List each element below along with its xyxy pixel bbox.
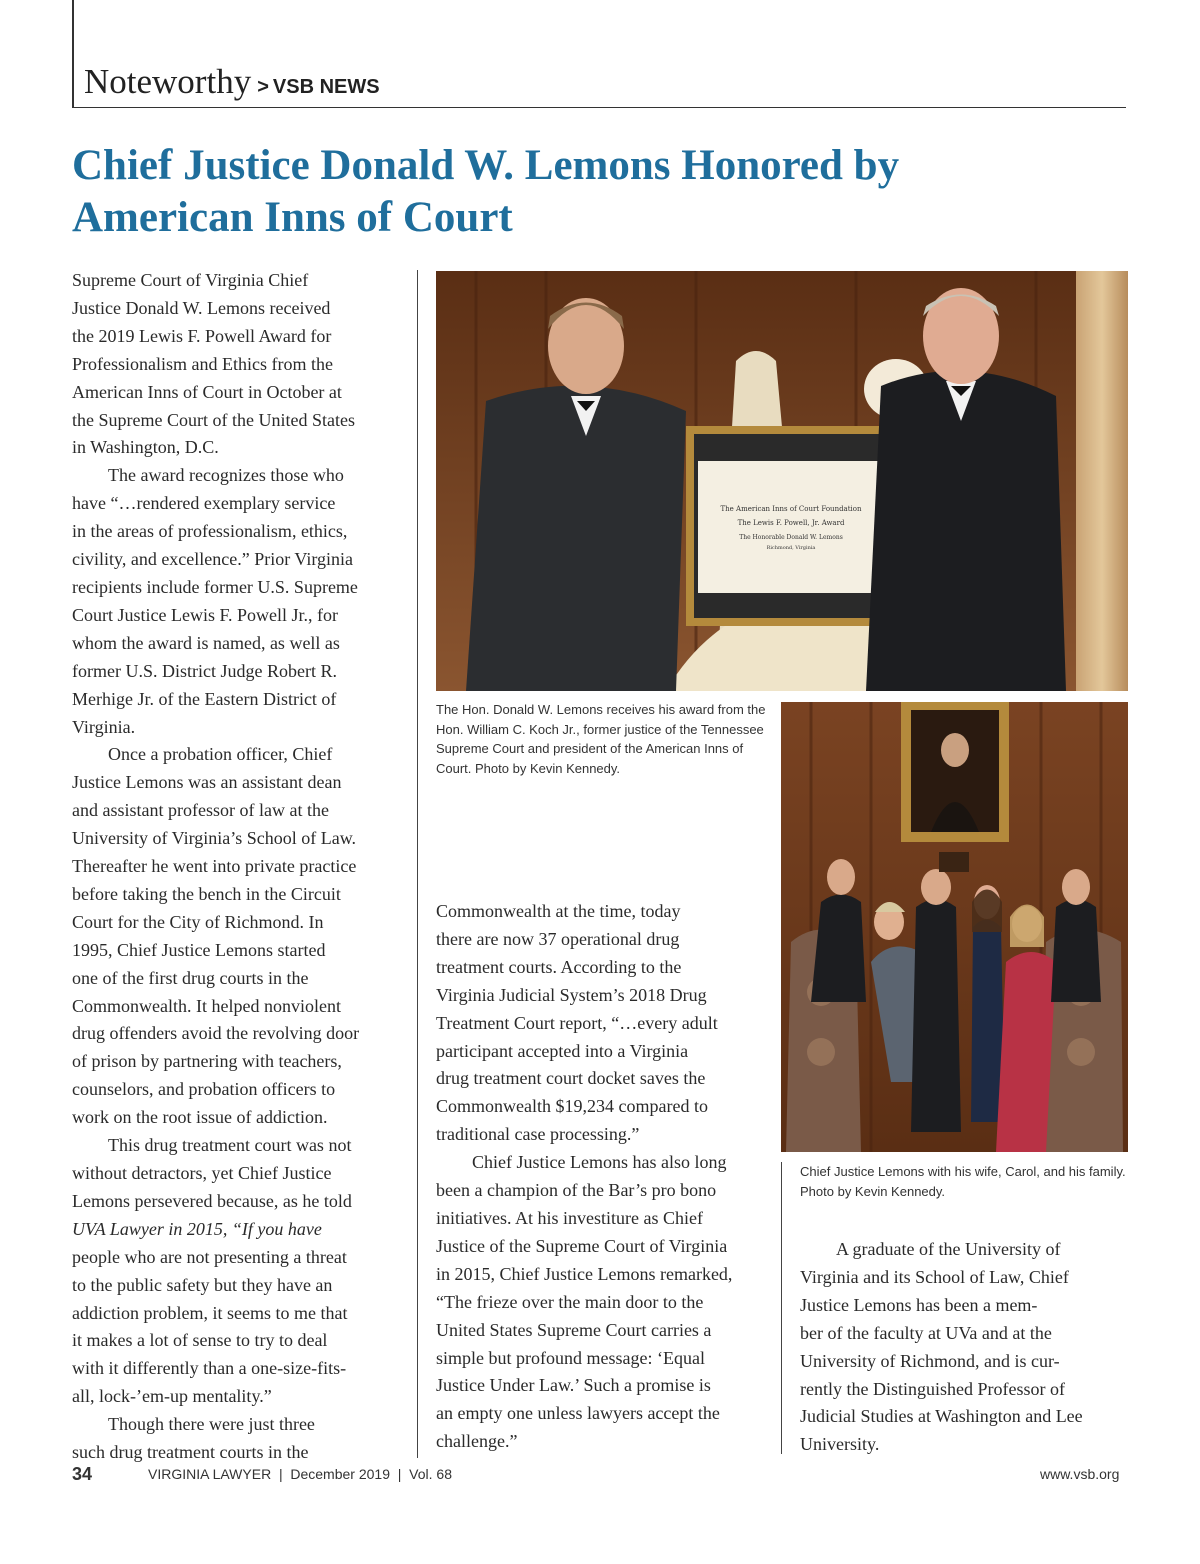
certificate-line-3: The Honorable Donald W. Lemons: [739, 534, 843, 541]
family-photo: [781, 702, 1128, 1152]
paragraph-4: This drug treatment court was not without detractors, yet Chief Justice Lemons persevered because, as he told UVA Lawyer in 2015, “If you have people who are not presenting a threat to the public safety but they have an addiction problem, it seems to me that it makes a lot of sense to try to deal with it differently than a one-size-fits- all, lock-’em-up mentality.”: [72, 1135, 352, 1407]
certificate-line-1: The American Inns of Court Foundation: [720, 505, 862, 513]
award-presentation-photo: [436, 271, 1128, 691]
award-photo-illustration: [436, 271, 1128, 691]
section-title: Noteworthy: [84, 62, 252, 101]
award-photo-caption: The Hon. Donald W. Lemons receives his award from the Hon. William C. Koch Jr., former justice of the Tennessee Supreme Court and president of the American Inns of Court. Photo by Kevin Kennedy.: [436, 702, 766, 776]
headline-line-2: American Inns of Court: [72, 194, 513, 241]
publication-info: VIRGINIA LAWYER | December 2019 | Vol. 68: [148, 1466, 452, 1482]
website-link[interactable]: www.vsb.org: [1040, 1466, 1120, 1482]
certificate-line-4: Richmond, Virginia: [766, 545, 816, 551]
header-rule: [72, 107, 1126, 108]
paragraph-8: A graduate of the University of Virginia and its School of Law, Chief Justice Lemons has been a mem- ber of the faculty at UVa and at the University of Richmond, and is cur- rently the Distinguished Professor of Judicial Studies at Washington and Lee University.: [800, 1239, 1083, 1455]
page-number: 34: [72, 1464, 93, 1484]
article-column-1: [72, 267, 402, 1467]
paragraph-2: The award recognizes those who have “…rendered exemplary service in the areas of professionalism, ethics, civility, and excellence.” Prior Virginia recipients include former U.S. Supreme Court Justice Lewis F. Powell Jr., for whom the award is named, as well as former U.S. District Judge Robert R. Merhige Jr. of the Eastern District of Virginia.: [72, 465, 358, 737]
article-column-2: [436, 898, 771, 1456]
column-divider-1: [417, 270, 418, 1458]
paragraph-5: Though there were just three such drug treatment courts in the: [72, 1414, 315, 1463]
section-subtitle: VSB NEWS: [272, 76, 380, 98]
paragraph-3: Once a probation officer, Chief Justice Lemons was an assistant dean and assistant professor of law at the University of Virginia’s School of Law. Thereafter he went into private practice before taking the bench in the Circuit Court for the City of Richmond. In 1995, Chief Justice Lemons started one of the first drug courts in the Commonwealth. It helped nonviolent drug offenders avoid the revolving door of prison by partnering with teachers, counselors, and probation officers to work on the root issue of addiction.: [72, 744, 360, 1128]
certificate-line-2: The Lewis F. Powell, Jr. Award: [737, 519, 845, 527]
paragraph-6: Commonwealth at the time, today there are now 37 operational drug treatment courts. According to the Virginia Judicial System’s 2018 Drug Treatment Court report, “…every adult participant accepted into a Virginia drug treatment court docket saves the Commonwealth $19,234 compared to traditional case processing.”: [436, 901, 718, 1145]
article-column-3: [800, 1236, 1130, 1459]
article-headline: [72, 140, 1132, 244]
paragraph-1: Supreme Court of Virginia Chief Justice Donald W. Lemons received the 2019 Lewis F. Powell Award for Professionalism and Ethics from the American Inns of Court in October at the Supreme Court of the United States in Washington, D.C.: [72, 270, 355, 458]
header-vertical-rule: [72, 0, 74, 108]
section-heading: [84, 62, 380, 102]
family-photo-illustration: [781, 702, 1128, 1152]
section-arrow: >: [257, 76, 269, 98]
column-divider-2: [781, 1162, 782, 1454]
family-photo-caption: Chief Justice Lemons with his wife, Carol, and his family. Photo by Kevin Kennedy.: [800, 1164, 1126, 1199]
headline-line-1: Chief Justice Donald W. Lemons Honored by: [72, 142, 900, 189]
paragraph-7: Chief Justice Lemons has also long been a champion of the Bar’s pro bono initiatives. At his investiture as Chief Justice of the Supreme Court of Virginia in 2015, Chief Justice Lemons remarked, “The frieze over the main door to the United States Supreme Court carries a simple but profound message: ‘Equal Justice Under Law.’ Such a promise is an empty one unless lawyers accept the challenge.”: [436, 1152, 733, 1452]
